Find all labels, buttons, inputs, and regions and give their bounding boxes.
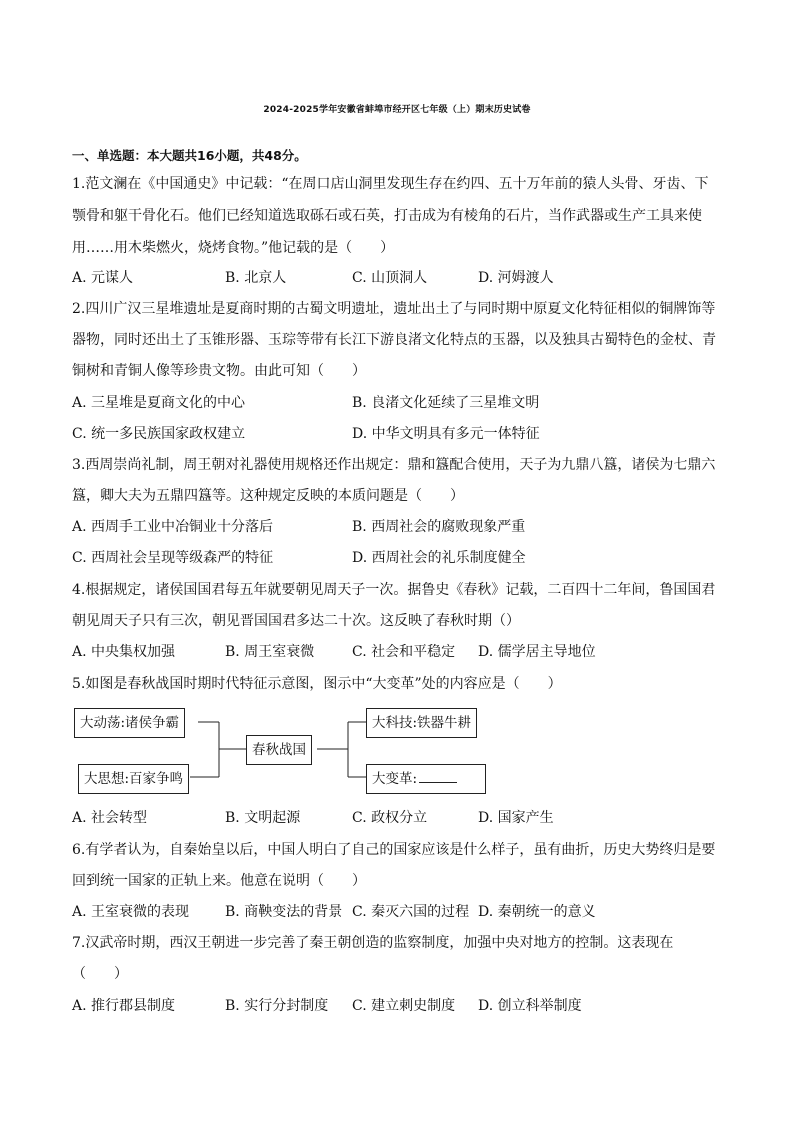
question-5-option-d[interactable]: D. 国家产生 [478,810,554,826]
diagram-box-reform [366,764,486,794]
question-6-option-a[interactable]: A. 王室衰微的表现 [72,904,190,920]
question-3-line-2: 簋，卿大夫为五鼎四簋等。这种规定反映的本质问题是（ ） [72,488,464,504]
question-1-option-a[interactable]: A. 元谋人 [72,270,134,286]
question-2-option-c[interactable]: C. 统一多民族国家政权建立 [72,426,246,442]
question-7-option-d[interactable]: D. 创立科举制度 [478,998,582,1014]
question-5-line-1: 5.如图是春秋战国时期时代特征示意图，图示中“大变革”处的内容应是（ ） [72,676,562,692]
question-7-option-a[interactable]: A. 推行郡县制度 [72,998,176,1014]
diagram-box-thought: 大思想:百家争鸣 [78,764,189,794]
question-2-option-b[interactable]: B. 良渚文化延续了三星堆文明 [352,395,540,411]
question-4-option-a[interactable]: A. 中央集权加强 [72,644,176,660]
question-2-option-d[interactable]: D. 中华文明具有多元一体特征 [352,426,540,442]
question-3-option-a[interactable]: A. 西周手工业中冶铜业十分落后 [72,519,274,535]
diagram-box-center: 春秋战国 [246,735,312,765]
question-1-option-b[interactable]: B. 北京人 [225,270,287,286]
question-5-option-b[interactable]: B. 文明起源 [225,810,301,826]
question-2-option-a[interactable]: A. 三星堆是夏商文化的中心 [72,395,246,411]
question-1-option-c[interactable]: C. 山顶洞人 [352,270,428,286]
question-4-line-2: 朝见周天子只有三次，朝见晋国国君多达二十次。这反映了春秋时期（） [72,613,520,629]
question-1-line-1: 1.范文澜在《中国通史》中记载：“在周口店山洞里发现生存在约四、五十万年前的猿人头骨、牙齿、下 [72,176,709,192]
question-7-option-b[interactable]: B. 实行分封制度 [225,998,329,1014]
question-4-line-1: 4.根据规定，诸侯国国君每五年就要朝见周天子一次。据鲁史《春秋》记载，二百四十二年间，鲁国国君 [72,582,716,598]
answer-blank [419,768,457,783]
question-1-line-3: 用……用木柴燃火，烧烤食物。”他记载的是（ ） [72,240,395,256]
question-6-option-b[interactable]: B. 商鞅变法的背景 [225,904,343,920]
diagram-box-technology: 大科技:铁器牛耕 [366,708,477,738]
question-3-option-c[interactable]: C. 西周社会呈现等级森严的特征 [72,550,274,566]
page-title: 2024-2025学年安徽省蚌埠市经开区七年级（上）期末历史试卷 [263,105,531,115]
question-2-line-1: 2.四川广汉三星堆遗址是夏商时期的古蜀文明遗址，遗址出土了与同时期中原夏文化特征相似的铜牌饰等 [72,301,716,317]
question-5-option-a[interactable]: A. 社会转型 [72,810,148,826]
question-1-option-d[interactable]: D. 河姆渡人 [478,270,554,286]
question-6-line-1: 6.有学者认为，自秦始皇以后，中国人明白了自己的国家应该是什么样子，虽有曲折，历史大势终归是要 [72,842,716,858]
question-3-option-b[interactable]: B. 西周社会的腐败现象严重 [352,519,526,535]
question-6-option-c[interactable]: C. 秦灭六国的过程 [352,904,470,920]
question-4-option-c[interactable]: C. 社会和平稳定 [352,644,456,660]
question-1-line-2: 颚骨和躯干骨化石。他们已经知道选取砾石或石英，打击成为有棱角的石片，当作武器或生产工具来使 [72,208,702,224]
question-4-option-b[interactable]: B. 周王室衰微 [225,644,315,660]
question-6-option-d[interactable]: D. 秦朝统一的意义 [478,904,596,920]
question-4-option-d[interactable]: D. 儒学居主导地位 [478,644,596,660]
question-2-line-2: 器物，同时还出土了玉锥形器、玉琮等带有长江下游良渚文化特点的玉器，以及独具古蜀特色的金杖、青 [72,332,716,348]
question-3-line-1: 3.西周崇尚礼制，周王朝对礼器使用规格还作出规定：鼎和簋配合使用，天子为九鼎八簋，诸侯为七鼎六 [72,457,716,473]
question-2-line-3: 铜树和青铜人像等珍贵文物。由此可知（ ） [72,363,366,379]
question-7-line-2: （ ） [72,966,128,982]
question-7-line-1: 7.汉武帝时期，西汉王朝进一步完善了秦王朝创造的监察制度，加强中央对地方的控制。这表现在 [72,935,674,951]
question-5-option-c[interactable]: C. 政权分立 [352,810,428,826]
question-3-option-d[interactable]: D. 西周社会的礼乐制度健全 [352,550,526,566]
diagram-box-reform-label: 大变革: [372,771,418,787]
diagram-box-turmoil: 大动荡:诸侯争霸 [74,708,185,738]
section-heading: 一、单选题：本大题共16小题，共48分。 [72,148,307,163]
question-7-option-c[interactable]: C. 建立刺史制度 [352,998,456,1014]
question-6-line-2: 回到统一国家的正轨上来。他意在说明（ ） [72,873,366,889]
